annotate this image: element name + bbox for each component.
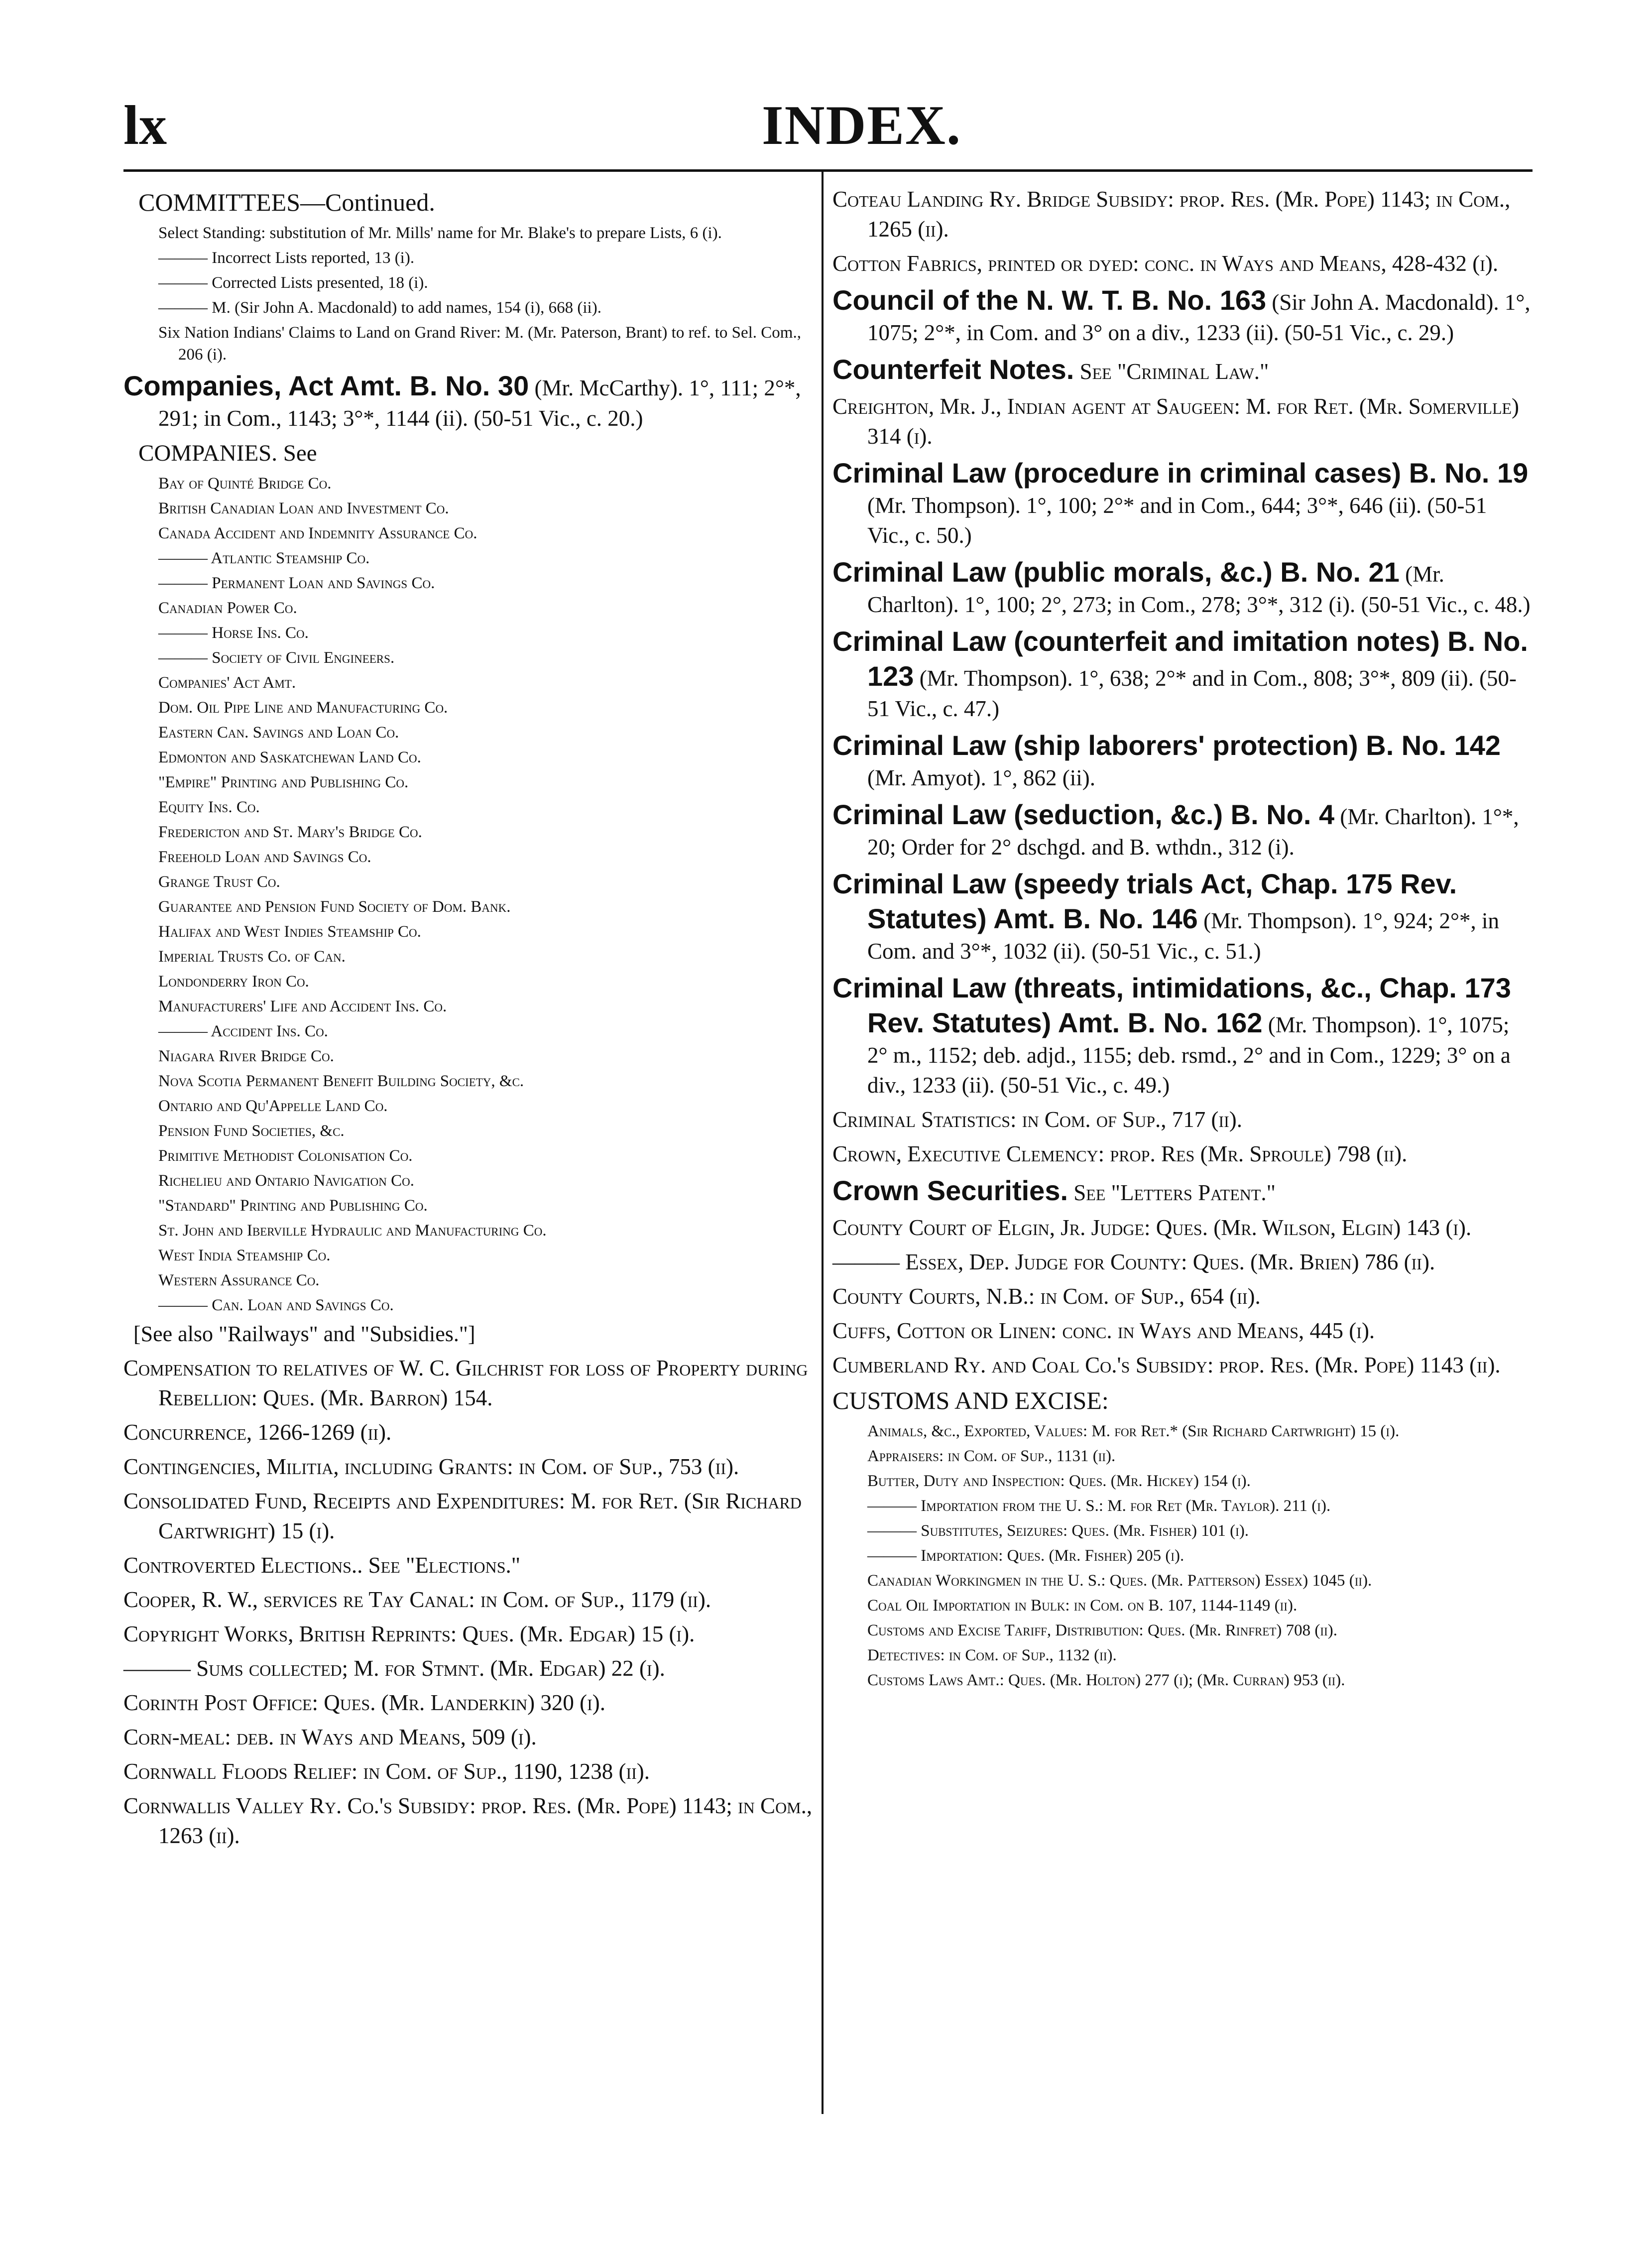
bill-title: Companies, Act Amt. B. No. 30 <box>123 370 529 401</box>
list-item: ——— Accident Ins. Co. <box>158 1022 328 1040</box>
bill-text: (Mr. Thompson). 1°, 100; 2°* and in Com., 644; 3°*, 646 (ii). (50-51 Vic., c. 50.) <box>867 493 1487 548</box>
right-entries-mid <box>832 1105 1533 1169</box>
index-entry: ——— Sums collected; M. for Stmnt. (Mr. Edgar) 22 (i). <box>123 1656 665 1681</box>
bill-entry <box>832 456 1533 550</box>
list-item: Six Nation Indians' Claims to Land on Grand River: M. (Mr. Paterson, Brant) to ref. to Sel. Com., 206 (i). <box>158 324 801 364</box>
list-item: Manufacturers' Life and Accident Ins. Co. <box>158 997 447 1015</box>
index-entry: Corinth Post Office: Ques. (Mr. Landerkin) 320 (i). <box>123 1690 605 1715</box>
bill-text: (Sir John A. Macdonald). 1°, 1075; 2°*, in Com. and 3° on a div., 1233 (ii). (50-51 Vic., c. 29.) <box>867 290 1531 345</box>
companies-list <box>123 473 813 1316</box>
list-item: Canadian Workingmen in the U. S.: Ques. (Mr. Patterson) Essex) 1045 (ii). <box>867 1572 1372 1590</box>
list-item: Richelieu and Ontario Navigation Co. <box>158 1172 414 1190</box>
list-item: ——— Importation from the U. S.: M. for Ret (Mr. Taylor). 211 (i). <box>867 1497 1331 1515</box>
left-column <box>123 184 813 1855</box>
list-item: Primitive Methodist Colonisation Co. <box>158 1147 413 1165</box>
index-entry: Consolidated Fund, Receipts and Expenditures: M. for Ret. (Sir Richard Cartwright) 15 (i). <box>123 1489 802 1543</box>
right-entries-bottom <box>832 1213 1533 1380</box>
list-item: "Standard" Printing and Publishing Co. <box>158 1197 428 1215</box>
bill-text: (Mr. McCarthy). 1°, 111; 2°*, 291; in Com., 1143; 3°*, 1144 (ii). (50-51 Vic., c. 20.) <box>158 375 801 431</box>
index-entry: Concurrence, 1266-1269 (ii). <box>123 1420 392 1445</box>
list-item: Butter, Duty and Inspection: Ques. (Mr. Hickey) 154 (i). <box>867 1472 1251 1490</box>
list-item: ——— Can. Loan and Savings Co. <box>158 1296 394 1314</box>
list-item: Companies' Act Amt. <box>158 674 296 692</box>
list-item: Halifax and West Indies Steamship Co. <box>158 923 421 941</box>
bill-title: Criminal Law (counterfeit and imitation notes) B. No. 123 <box>832 625 1528 692</box>
bill-title: Criminal Law (threats, intimidations, &c., Chap. 173 Rev. Statutes) Amt. B. No. 162 <box>832 972 1511 1038</box>
creighton-block <box>832 391 1533 451</box>
list-item: Canadian Power Co. <box>158 599 297 617</box>
bill-entry <box>832 624 1533 724</box>
bill-title: Criminal Law (procedure in criminal cases) B. No. 19 <box>832 457 1529 489</box>
committees-heading: COMMITTEES—Continued. <box>138 188 435 216</box>
list-item: Appraisers: in Com. of Sup., 1131 (ii). <box>867 1447 1116 1465</box>
list-item: Canada Accident and Indemnity Assurance Co. <box>158 524 477 542</box>
index-entry: County Courts, N.B.: in Com. of Sup., 654 (ii). <box>832 1284 1261 1309</box>
bill-entry <box>832 1173 1533 1208</box>
list-item: ——— Society of Civil Engineers. <box>158 649 395 667</box>
bill-text: (Mr. Amyot). 1°, 862 (ii). <box>867 765 1095 790</box>
list-item: ——— M. (Sir John A. Macdonald) to add names, 154 (i), 668 (ii). <box>158 299 601 317</box>
bill-entry <box>832 867 1533 966</box>
bill-title: Crown Securities. <box>832 1175 1068 1206</box>
list-item: Freehold Loan and Savings Co. <box>158 848 371 866</box>
list-item: Pension Fund Societies, &c. <box>158 1122 345 1140</box>
index-entry: Cuffs, Cotton or Linen: conc. in Ways and Means, 445 (i). <box>832 1318 1375 1343</box>
list-item: Coal Oil Importation in Bulk: in Com. on B. 107, 1144-1149 (ii). <box>867 1597 1298 1615</box>
list-item: Fredericton and St. Mary's Bridge Co. <box>158 823 422 841</box>
right-entries-top <box>832 184 1533 278</box>
index-entry: Cotton Fabrics, printed or dyed: conc. in Ways and Means, 428-432 (i). <box>832 251 1499 276</box>
bill-text: (Mr. Thompson). 1°, 1075; 2° m., 1152; deb. adjd., 1155; deb. rsmd., 2° and in Com., 1229; 3° on a div., 1233 (ii). (50-51 Vic., c. 49.) <box>867 1012 1511 1098</box>
list-item: St. John and Iberville Hydraulic and Manufacturing Co. <box>158 1222 547 1240</box>
companies-heading: COMPANIES. See <box>138 440 317 466</box>
list-item: Bay of Quinté Bridge Co. <box>158 475 332 493</box>
bill-text: (Mr. Charlton). 1°, 100; 2°, 273; in Com., 278; 3°*, 312 (i). (50-51 Vic., c. 48.) <box>867 562 1531 617</box>
list-item: Guarantee and Pension Fund Society of Dom. Bank. <box>158 898 511 916</box>
index-entry: Cumberland Ry. and Coal Co.'s Subsidy: prop. Res. (Mr. Pope) 1143 (ii). <box>832 1353 1501 1377</box>
index-entry: Copyright Works, British Reprints: Ques. (Mr. Edgar) 15 (i). <box>123 1621 695 1646</box>
committees-sub-list <box>123 222 813 366</box>
index-entry: Cornwall Floods Relief: in Com. of Sup., 1190, 1238 (ii). <box>123 1759 650 1784</box>
bill-entry <box>832 797 1533 862</box>
bill-entry <box>832 555 1533 620</box>
list-item: ——— Corrected Lists presented, 18 (i). <box>158 274 428 292</box>
bill-title: Council of the N. W. T. B. No. 163 <box>832 284 1267 316</box>
left-entries <box>123 1353 813 1851</box>
bill-entry <box>123 369 813 433</box>
bill-text: See "Letters Patent." <box>1073 1180 1276 1205</box>
index-entry: Corn-meal: deb. in Ways and Means, 509 (i). <box>123 1725 537 1749</box>
list-item: Londonderry Iron Co. <box>158 973 309 991</box>
list-item: Ontario and Qu'Appelle Land Co. <box>158 1097 388 1115</box>
index-entry: Criminal Statistics: in Com. of Sup., 717 (ii). <box>832 1107 1243 1132</box>
bill-entry <box>832 971 1533 1100</box>
list-item: Equity Ins. Co. <box>158 798 260 816</box>
list-item: ——— Atlantic Steamship Co. <box>158 549 370 567</box>
list-item: ——— Permanent Loan and Savings Co. <box>158 574 435 592</box>
bill-title: Criminal Law (ship laborers' protection) B. No. 142 <box>832 730 1501 761</box>
bill-title: Criminal Law (seduction, &c.) B. No. 4 <box>832 799 1335 830</box>
list-item: "Empire" Printing and Publishing Co. <box>158 773 409 791</box>
index-entry: County Court of Elgin, Jr. Judge: Ques. (Mr. Wilson, Elgin) 143 (i). <box>832 1215 1472 1240</box>
customs-heading: CUSTOMS AND EXCISE: <box>832 1386 1109 1414</box>
page-title: INDEX. <box>762 95 961 156</box>
page-number: lx <box>123 95 167 156</box>
list-item: ——— Horse Ins. Co. <box>158 624 309 642</box>
list-item: Eastern Can. Savings and Loan Co. <box>158 724 399 742</box>
bill-text: (Mr. Thompson). 1°, 924; 2°*, in Com. and 3°*, 1032 (ii). (50-51 Vic., c. 51.) <box>867 908 1499 964</box>
index-entry: Compensation to relatives of W. C. Gilchrist for loss of Property during Rebellion: Ques. (Mr. Barron) 154. <box>123 1356 808 1410</box>
bill-title: Criminal Law (speedy trials Act, Chap. 175 Rev. Statutes) Amt. B. No. 146 <box>832 868 1457 934</box>
bill-text: (Mr. Charlton). 1°*, 20; Order for 2° dschgd. and B. wthdn., 312 (i). <box>867 804 1519 860</box>
bill-entry <box>832 283 1533 348</box>
index-entry: Controverted Elections.. See "Elections." <box>123 1553 521 1578</box>
list-item: ——— Incorrect Lists reported, 13 (i). <box>158 249 415 267</box>
index-entry: Cornwallis Valley Ry. Co.'s Subsidy: prop. Res. (Mr. Pope) 1143; in Com., 1263 (ii). <box>123 1793 813 1848</box>
index-entry: Crown, Executive Clemency: prop. Res (Mr. Sproule) 798 (ii). <box>832 1141 1408 1166</box>
list-item: Grange Trust Co. <box>158 873 280 891</box>
list-item: Western Assurance Co. <box>158 1271 320 1289</box>
bill-text: (Mr. Thompson). 1°, 638; 2°* and in Com., 808; 3°*, 809 (ii). (50-51 Vic., c. 47.) <box>867 666 1517 721</box>
index-entry: ——— Essex, Dep. Judge for County: Ques. (Mr. Brien) 786 (ii). <box>832 1249 1435 1274</box>
column-divider <box>822 172 824 2114</box>
list-item: Select Standing: substitution of Mr. Mills' name for Mr. Blake's to prepare Lists, 6 (i). <box>158 224 722 242</box>
bill-title: Criminal Law (public morals, &c.) B. No. 21 <box>832 556 1400 588</box>
list-item: ——— Importation: Ques. (Mr. Fisher) 205 (i). <box>867 1547 1184 1565</box>
list-item: Nova Scotia Permanent Benefit Building Society, &c. <box>158 1072 524 1090</box>
list-item: Detectives: in Com. of Sup., 1132 (ii). <box>867 1646 1117 1664</box>
list-item: ——— Substitutes, Seizures: Ques. (Mr. Fisher) 101 (i). <box>867 1522 1249 1540</box>
bill-title: Counterfeit Notes. <box>832 354 1074 385</box>
index-entry: Creighton, Mr. J., Indian agent at Saugeen: M. for Ret. (Mr. Somerville) 314 (i). <box>832 394 1520 449</box>
list-item: Edmonton and Saskatchewan Land Co. <box>158 748 421 766</box>
list-item: West India Steamship Co. <box>158 1246 331 1264</box>
list-item: Customs Laws Amt.: Ques. (Mr. Holton) 277 (i); (Mr. Curran) 953 (ii). <box>867 1671 1345 1689</box>
right-column <box>832 184 1533 1694</box>
index-entry: Cooper, R. W., services re Tay Canal: in Com. of Sup., 1179 (ii). <box>123 1587 711 1612</box>
list-item: Dom. Oil Pipe Line and Manufacturing Co. <box>158 699 448 717</box>
list-item: Niagara River Bridge Co. <box>158 1047 334 1065</box>
list-item: Customs and Excise Tariff, Distribution: Ques. (Mr. Rinfret) 708 (ii). <box>867 1621 1337 1639</box>
bill-entry <box>832 728 1533 793</box>
header-rule <box>123 169 1533 172</box>
bill-entry <box>832 352 1533 387</box>
list-item: Animals, &c., Exported, Values: M. for Ret.* (Sir Richard Cartwright) 15 (i). <box>867 1422 1400 1440</box>
list-item: Imperial Trusts Co. of Can. <box>158 948 346 966</box>
bill-text: See "Criminal Law." <box>1079 359 1269 384</box>
see-also-note: [See also "Railways" and "Subsidies."] <box>133 1322 475 1346</box>
index-entry: Coteau Landing Ry. Bridge Subsidy: prop. Res. (Mr. Pope) 1143; in Com., 1265 (ii). <box>832 187 1511 242</box>
index-entry: Contingencies, Militia, including Grants: in Com. of Sup., 753 (ii). <box>123 1454 739 1479</box>
customs-sub-list <box>832 1420 1533 1691</box>
list-item: British Canadian Loan and Investment Co. <box>158 499 449 517</box>
